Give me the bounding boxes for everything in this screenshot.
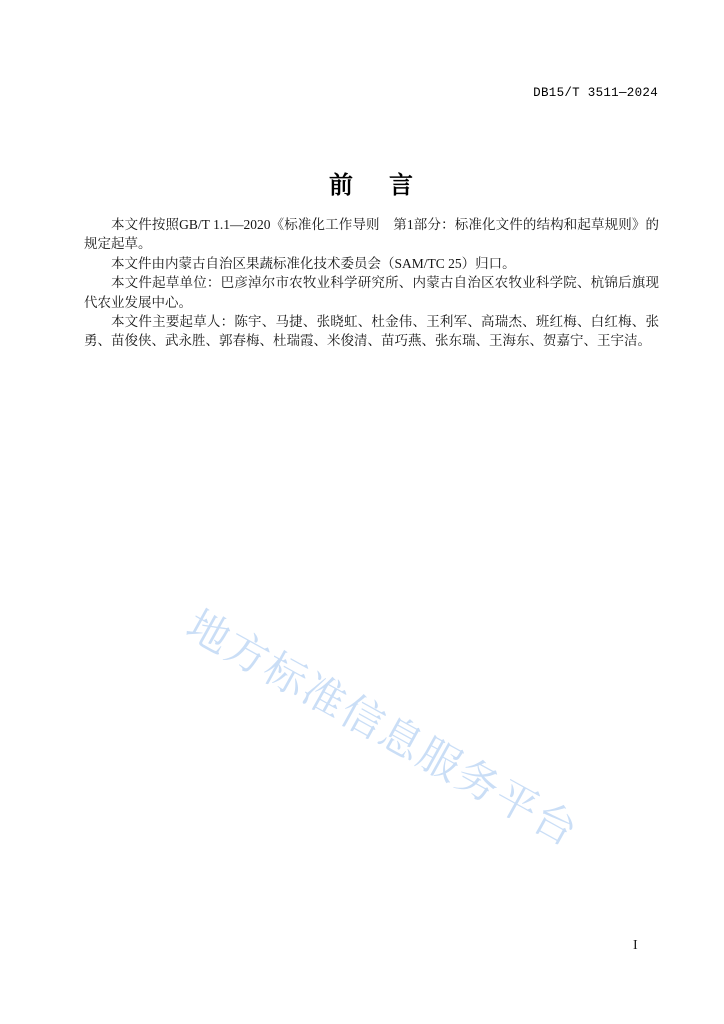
- paragraph-drafting-rules: 本文件按照GB/T 1.1—2020《标准化工作导则 第1部分：标准化文件的结构和起草规则》的规定起草。: [84, 217, 659, 252]
- platform-watermark: 地方标准信息服务平台: [178, 600, 588, 857]
- paragraph-drafting-organizations: 本文件起草单位：巴彦淖尔市农牧业科学研究所、内蒙古自治区农牧业科学院、杭锦后旗现代农业发展中心。: [84, 275, 659, 310]
- paragraph-drafters: 本文件主要起草人：陈宇、马捷、张晓虹、杜金伟、王利军、高瑞杰、班红梅、白红梅、张勇、苗俊侠、武永胜、郭春梅、杜瑞霞、米俊清、苗巧燕、张东瑞、王海东、贺嘉宁、王宇洁。: [84, 314, 659, 349]
- foreword-body: [84, 215, 659, 351]
- page-number: I: [633, 938, 638, 953]
- standard-doc-code: DB15/T 3511—2024: [533, 86, 658, 100]
- foreword-title: 前 言: [329, 173, 419, 200]
- paragraph-committee: 本文件由内蒙古自治区果蔬标准化技术委员会（SAM/TC 25）归口。: [111, 255, 516, 271]
